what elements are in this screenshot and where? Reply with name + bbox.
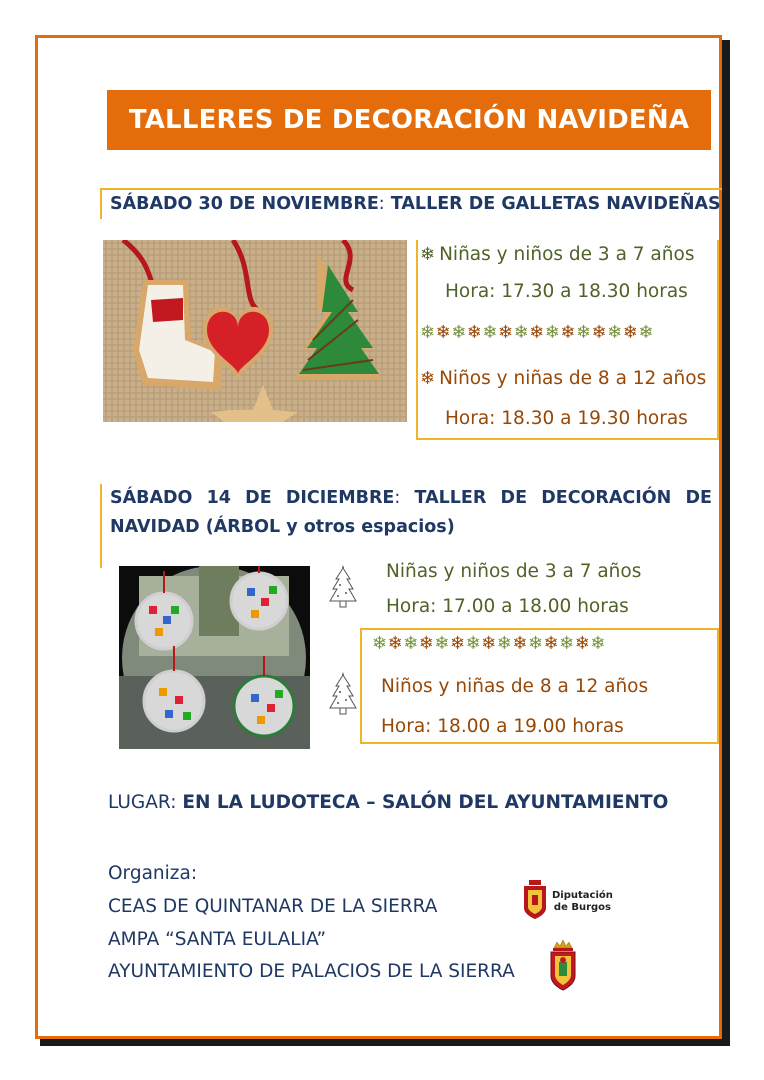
section1-group1-label-row (420, 244, 694, 265)
snowflake-icon: ❄ (387, 633, 404, 654)
snowflake-icon: ❄ (575, 322, 592, 343)
section2-group1-label: Niñas y niños de 3 a 7 años (386, 561, 642, 582)
section2-title: TALLER DE DECORACIÓN DE NAVIDAD (ÁRBOL y otros espacios) (110, 488, 712, 537)
snowflake-icon: ❄ (420, 322, 436, 343)
organizer-item: AYUNTAMIENTO DE PALACIOS DE LA SIERRA (108, 961, 515, 982)
snowflake-icon: ❄ (574, 633, 591, 654)
snowflake-icon: ❄ (512, 633, 528, 654)
snowflake-icon: ❄ (543, 633, 560, 654)
diputacion-logo-text (552, 890, 613, 914)
snowflake-icon: ❄ (527, 633, 544, 654)
diputacion-line2: de Burgos (553, 902, 611, 913)
snowflake-icon: ❄ (451, 322, 467, 343)
snowflake-icon: ❄ (638, 322, 654, 343)
snowflake-icon: ❄ (403, 633, 419, 654)
section1-group1-time: Hora: 17.30 a 18.30 horas (445, 281, 688, 302)
snowflake-icon: ❄ (559, 633, 575, 654)
organizer-item: AMPA “SANTA EULALIA” (108, 929, 327, 950)
snowflake-icon: ❄ (513, 322, 530, 343)
poster-title: TALLERES DE DECORACIÓN NAVIDEÑA (107, 90, 711, 150)
snowflake-icon: ❄ (497, 322, 514, 343)
section1-group2-label: Niños y niñas de 8 a 12 años (439, 368, 707, 389)
section1-group2-label-row (420, 368, 706, 389)
section1-heading (100, 188, 722, 219)
snowflake-icon: ❄ (434, 633, 450, 654)
snowflake-icon: ❄ (560, 322, 576, 343)
location-label: LUGAR: (108, 792, 177, 813)
ornament-decorations-photo (119, 566, 310, 749)
diputacion-line1: Diputación (552, 890, 613, 901)
snowflake-icon: ❄ (590, 633, 606, 654)
snowflake-icon: ❄ (372, 633, 388, 654)
snowflake-icon: ❄ (466, 322, 483, 343)
snowflake-icon: ❄ (449, 633, 466, 654)
snowflake-icon: ❄ (465, 633, 482, 654)
section2-group1-time: Hora: 17.00 a 18.00 horas (386, 596, 629, 617)
section1-group2-time: Hora: 18.30 a 19.30 horas (445, 408, 688, 429)
section2-colon: : (394, 488, 401, 508)
snowflake-icon: ❄ (420, 368, 436, 389)
snowflake-icon: ❄ (544, 322, 561, 343)
section2-heading (100, 484, 712, 568)
snowflake-icon: ❄ (591, 322, 608, 343)
section1-colon: : (378, 194, 385, 214)
section1-date: SÁBADO 30 DE NOVIEMBRE (110, 194, 379, 214)
snowflake-icon: ❄ (529, 322, 545, 343)
location-value: EN LA LUDOTECA – SALÓN DEL AYUNTAMIENTO (182, 792, 669, 813)
section2-group2-label: Niños y niñas de 8 a 12 años (381, 676, 649, 697)
organizer-item: CEAS DE QUINTANAR DE LA SIERRA (108, 896, 438, 917)
section1-group1-label: Niñas y niños de 3 a 7 años (439, 244, 695, 265)
snowflake-icon: ❄ (418, 633, 435, 654)
snowflake-icon: ❄ (496, 633, 513, 654)
christmas-cookies-photo (103, 240, 407, 422)
section2-date: SÁBADO 14 DE DICIEMBRE (110, 488, 395, 508)
palacios-coat-of-arms-icon (548, 940, 578, 992)
snowflake-icon: ❄ (482, 322, 498, 343)
christmas-tree-icon (328, 565, 358, 611)
christmas-tree-icon (328, 672, 358, 718)
location-line (108, 792, 668, 813)
snowflake-icon: ❄ (622, 322, 639, 343)
section2-group2-time: Hora: 18.00 a 19.00 horas (381, 716, 624, 737)
diputacion-burgos-crest-icon (522, 880, 548, 920)
snowflake-divider (420, 322, 654, 343)
snowflake-icon: ❄ (607, 322, 623, 343)
organizers-heading: Organiza: (108, 863, 198, 884)
section1-title: TALLER DE GALLETAS NAVIDEÑAS (384, 194, 721, 214)
snowflake-divider (372, 633, 606, 654)
snowflake-icon: ❄ (481, 633, 497, 654)
snowflake-icon: ❄ (435, 322, 452, 343)
snowflake-icon: ❄ (420, 244, 436, 265)
